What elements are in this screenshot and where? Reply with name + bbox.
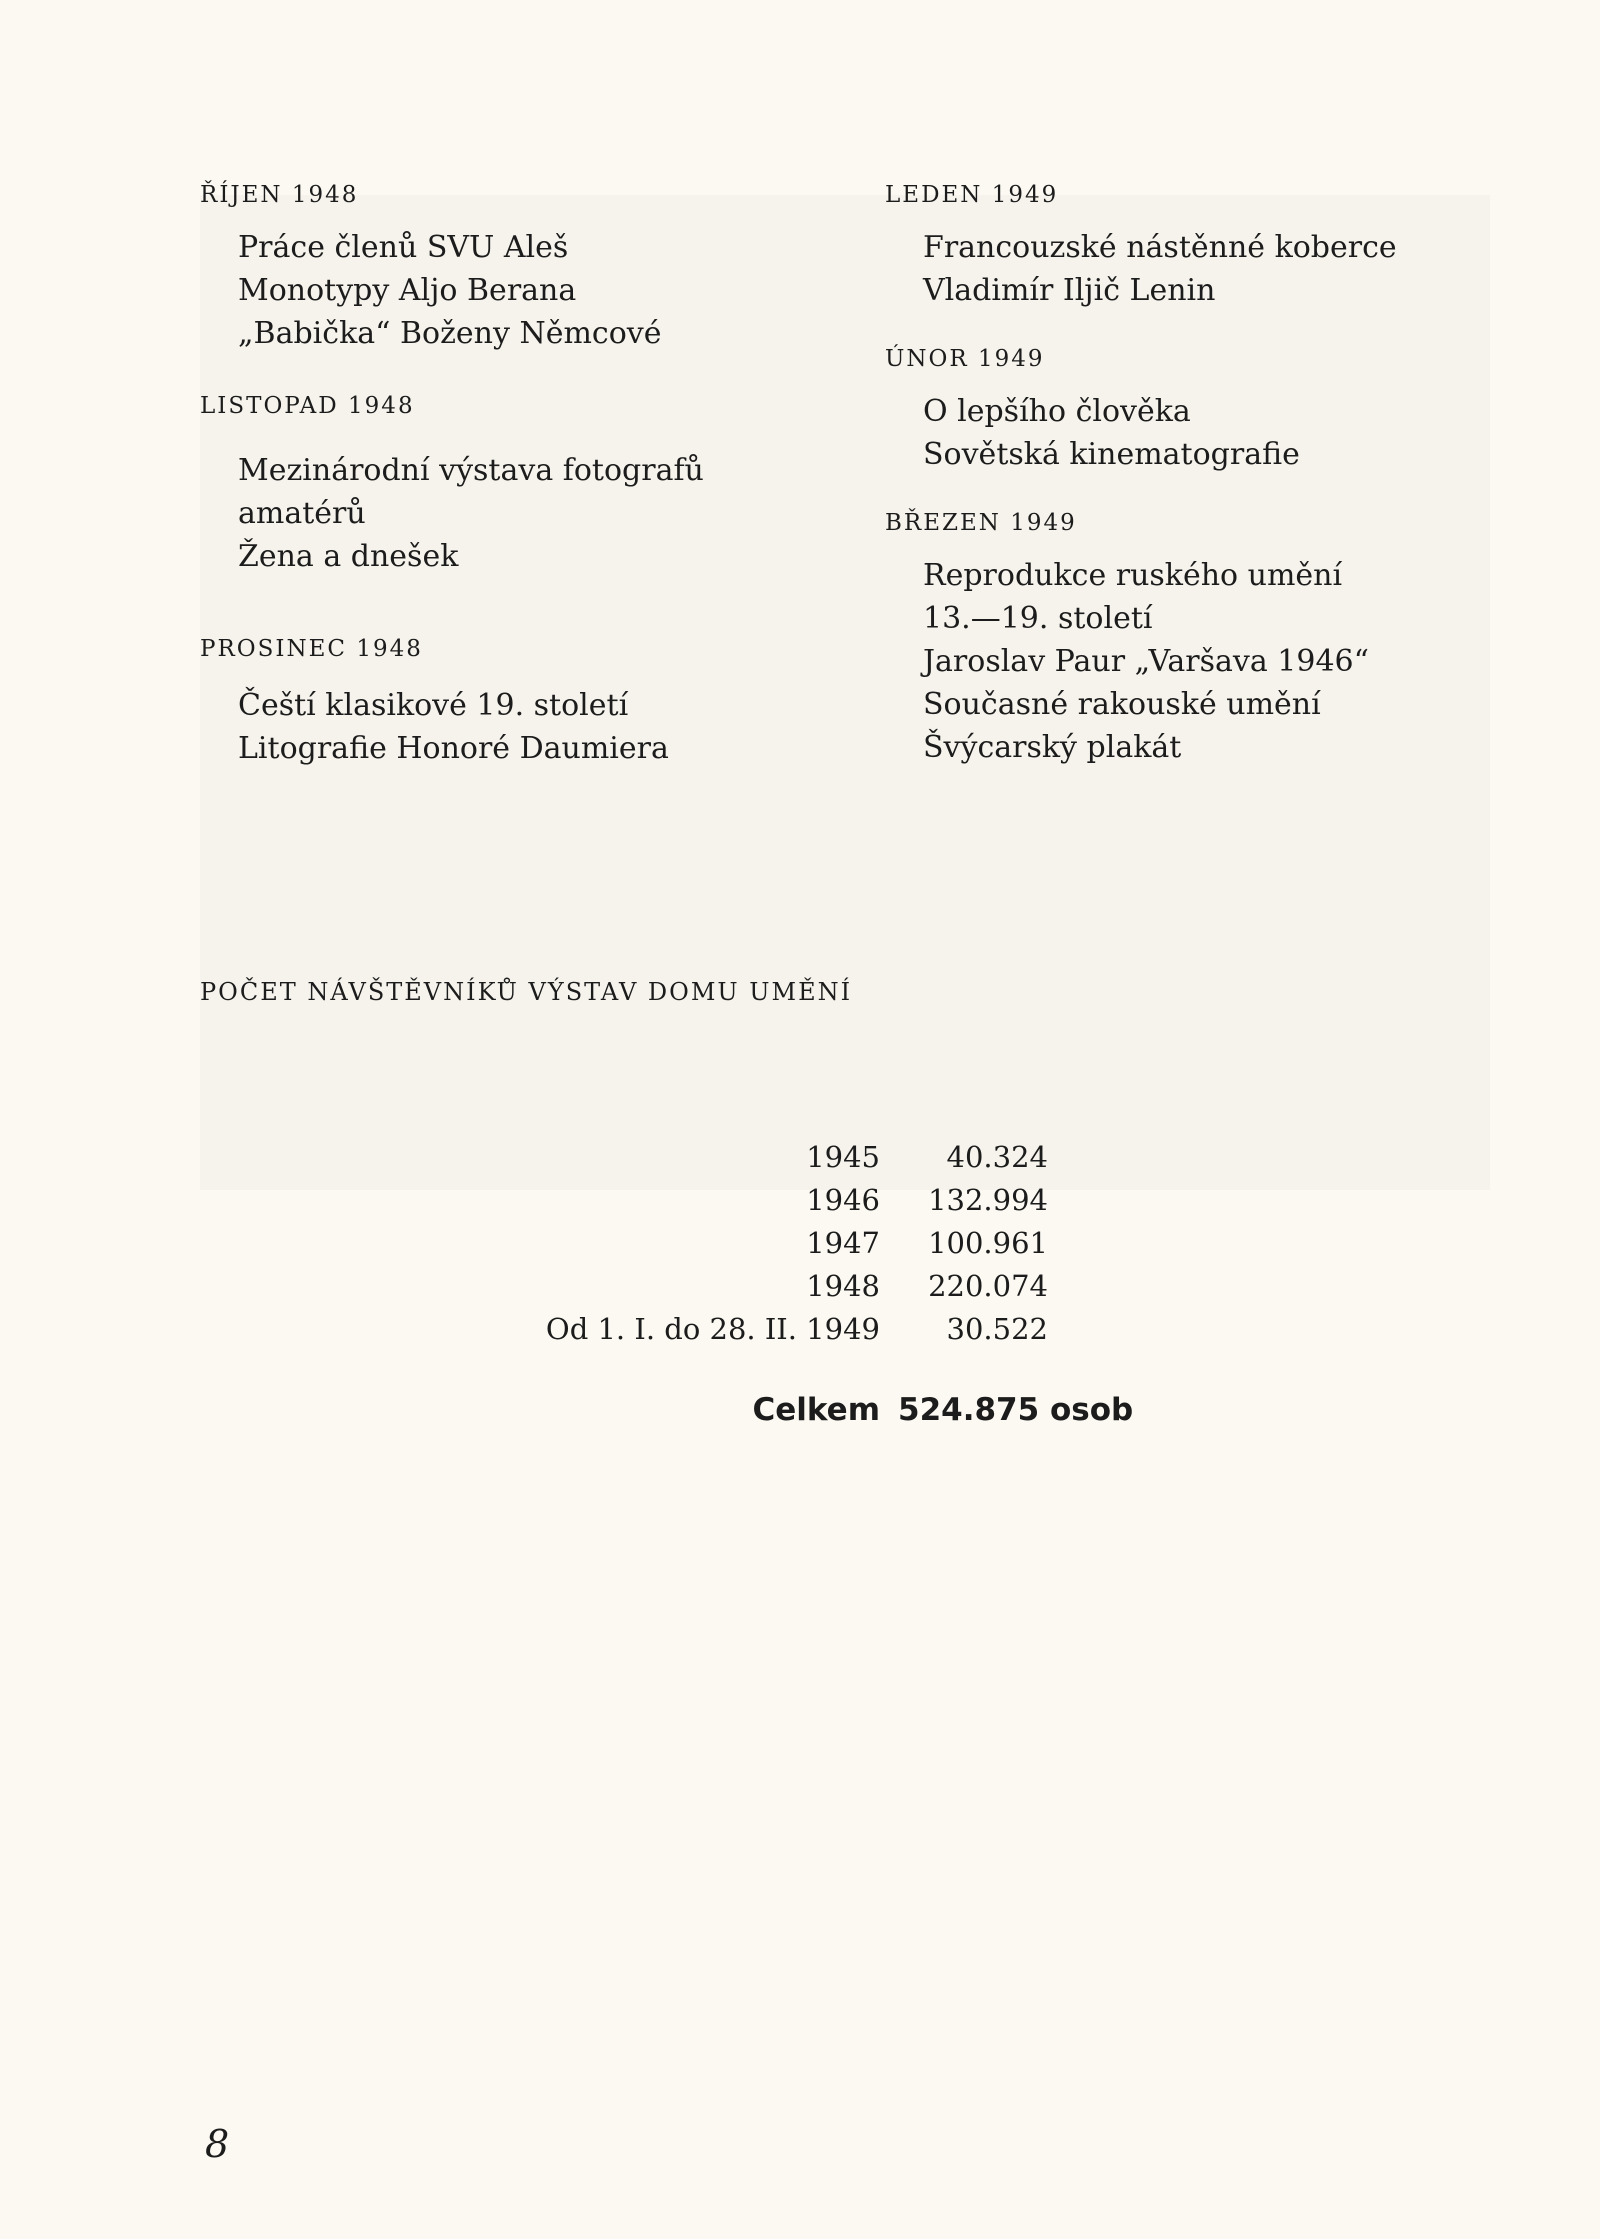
total-value: 524.875 osob (898, 1392, 1134, 1428)
exhibition-item: O lepšího člověka (923, 394, 1191, 429)
count-cell: 132.994 (928, 1182, 1048, 1217)
month-heading: ÚNOR 1949 (885, 346, 1045, 372)
exhibition-item: Vladimír Iljič Lenin (923, 273, 1216, 308)
exhibition-list (923, 554, 1505, 769)
exhibition-list (923, 226, 1505, 312)
exhibition-item: Monotypy Aljo Berana (238, 273, 577, 308)
left-column (200, 182, 760, 804)
period-cell: 1947 (806, 1225, 880, 1260)
exhibition-item: Sovětská kinematografie (923, 437, 1300, 472)
exhibition-item: Žena a dnešek (238, 539, 459, 574)
exhibition-item: Francouzské nástěnné koberce (923, 230, 1397, 265)
count-cell: 220.074 (928, 1268, 1048, 1303)
exhibition-list (238, 684, 760, 770)
total-row (470, 1392, 1133, 1428)
table-row (470, 1135, 1048, 1178)
exhibition-item: Současné rakouské umění (923, 687, 1321, 722)
period-cell: 1946 (806, 1182, 880, 1217)
table-row (470, 1221, 1048, 1264)
visitors-heading: POČET NÁVŠTĚVNÍKŮ VÝSTAV DOMU UMĚNÍ (200, 978, 853, 1006)
page-number: 8 (205, 2122, 230, 2166)
month-heading: LISTOPAD 1948 (200, 393, 415, 419)
exhibition-item: Reprodukce ruského umění (923, 558, 1343, 593)
exhibition-list (238, 449, 760, 578)
exhibition-item: „Babička“ Boženy Němcové (238, 316, 662, 351)
month-section (885, 346, 1505, 476)
month-section (200, 636, 760, 770)
total-label: Celkem (752, 1392, 880, 1428)
month-heading: LEDEN 1949 (885, 182, 1059, 208)
table-row (470, 1264, 1048, 1307)
exhibition-list (923, 390, 1505, 476)
month-heading: BŘEZEN 1949 (885, 510, 1077, 536)
exhibition-item: amatérů (238, 496, 366, 531)
exhibition-item: Čeští klasikové 19. století (238, 688, 629, 723)
count-cell: 100.961 (928, 1225, 1048, 1260)
month-heading: ŘÍJEN 1948 (200, 182, 359, 208)
month-section (200, 393, 760, 578)
count-cell: 30.522 (946, 1311, 1048, 1346)
right-column (885, 182, 1505, 803)
exhibition-item: Litografie Honoré Daumiera (238, 731, 669, 766)
period-cell: Od 1. I. do 28. II. 1949 (545, 1311, 880, 1346)
period-cell: 1945 (806, 1139, 880, 1174)
visitors-table (470, 1135, 1048, 1350)
month-heading: PROSINEC 1948 (200, 636, 423, 662)
exhibition-item: Práce členů SVU Aleš (238, 230, 569, 265)
table-row (470, 1307, 1048, 1350)
exhibition-item: Jaroslav Paur „Varšava 1946“ (923, 644, 1369, 679)
period-cell: 1948 (806, 1268, 880, 1303)
month-section (885, 182, 1505, 312)
exhibition-item: Mezinárodní výstava fotografů (238, 453, 704, 488)
month-section (200, 182, 760, 355)
exhibition-list (238, 226, 760, 355)
exhibition-item: 13.—19. století (923, 601, 1153, 636)
exhibition-item: Švýcarský plakát (923, 730, 1182, 765)
month-section (885, 510, 1505, 769)
table-row (470, 1178, 1048, 1221)
count-cell: 40.324 (946, 1139, 1048, 1174)
